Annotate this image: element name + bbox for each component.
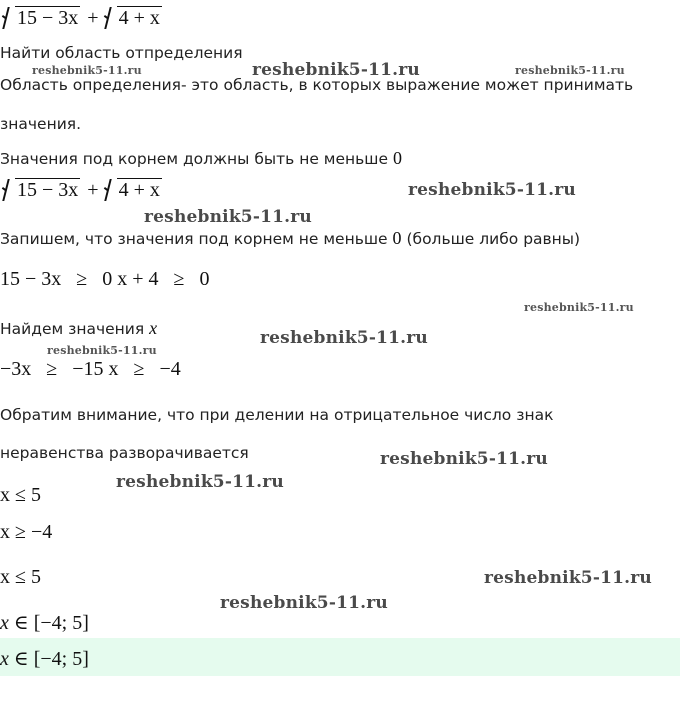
find-x-line <box>0 318 157 339</box>
ineq-2-lhs: x + 4 <box>117 268 159 290</box>
note-line-2: неравенства разворачивается <box>0 444 249 462</box>
answer-interval: [−4; 5] <box>33 648 89 670</box>
watermark: reshebnik5-11.ru <box>484 568 652 588</box>
ineq-2-rhs: 0 <box>199 268 210 290</box>
definition-line-1: Область определения- это область, в которых выражение может принимать <box>0 76 634 94</box>
inequality-system-1 <box>0 268 210 291</box>
result-2: x ≥ −4 <box>0 521 53 543</box>
ineq-1-rhs: 0 <box>102 268 113 290</box>
in-sign: ∈ <box>13 648 29 670</box>
radicand-2: 4 + x <box>118 179 160 201</box>
ge-sign: ≥ <box>76 268 88 290</box>
expression-top <box>2 6 164 30</box>
values-under-root-line <box>0 148 402 169</box>
inequality-system-2 <box>0 358 181 381</box>
radicand-1: 15 − 3x <box>17 7 79 29</box>
sqrt-1 <box>2 6 80 30</box>
radicand-1: 15 − 3x <box>17 179 79 201</box>
find-x-var: x <box>149 318 158 338</box>
ineq-3-rhs: −15 <box>72 358 104 380</box>
sqrt-2 <box>104 178 162 202</box>
write-down-text: Запишем, что значения под корнем не меньше <box>0 230 388 248</box>
values-under-root-text: Значения под корнем должны быть не меньше <box>0 150 389 168</box>
ineq-4-lhs: x <box>108 358 119 380</box>
watermark: reshebnik5-11.ru <box>408 180 576 200</box>
watermark: reshebnik5-11.ru <box>144 207 312 227</box>
result-3: x ≤ 5 <box>0 566 41 588</box>
find-x-text: Найдем значения <box>0 320 145 338</box>
zero-value: 0 <box>392 148 402 168</box>
in-sign: ∈ <box>13 612 29 634</box>
write-down-suffix: (больше либо равны) <box>406 230 581 248</box>
watermark: reshebnik5-11.ru <box>260 328 428 348</box>
watermark: reshebnik5-11.ru <box>380 449 548 469</box>
watermark: reshebnik5-11.ru <box>524 301 634 314</box>
plus-sign: + <box>87 179 99 201</box>
plus-sign: + <box>87 7 99 29</box>
ge-sign: ≥ <box>46 358 58 380</box>
watermark: reshebnik5-11.ru <box>220 593 388 613</box>
answer <box>0 646 89 671</box>
ge-sign: ≥ <box>173 268 185 290</box>
ineq-4-rhs: −4 <box>159 358 181 380</box>
write-down-line <box>0 228 580 249</box>
watermark: reshebnik5-11.ru <box>515 64 625 77</box>
note-line-1: Обратим внимание, что при делении на отрицательное число знак <box>0 406 554 424</box>
interval-result <box>0 610 89 635</box>
answer-highlight <box>0 638 680 676</box>
sqrt-2 <box>104 6 162 30</box>
interval-value: [−4; 5] <box>33 612 89 634</box>
interval-var: x <box>0 612 9 634</box>
watermark: reshebnik5-11.ru <box>252 60 420 80</box>
ineq-1-lhs: 15 − 3x <box>0 268 62 290</box>
result-1: x ≤ 5 <box>0 484 41 506</box>
radicand-2: 4 + x <box>118 7 160 29</box>
find-domain-heading: Найти область отпределения <box>0 44 243 62</box>
watermark: reshebnik5-11.ru <box>32 64 142 77</box>
zero-value: 0 <box>392 228 402 248</box>
sqrt-1 <box>2 178 80 202</box>
answer-var: x <box>0 648 9 670</box>
ge-sign: ≥ <box>133 358 145 380</box>
ineq-3-lhs: −3x <box>0 358 32 380</box>
watermark: reshebnik5-11.ru <box>116 472 284 492</box>
definition-line-2: значения. <box>0 115 82 133</box>
expression-repeat <box>2 178 164 202</box>
watermark: reshebnik5-11.ru <box>47 344 157 357</box>
